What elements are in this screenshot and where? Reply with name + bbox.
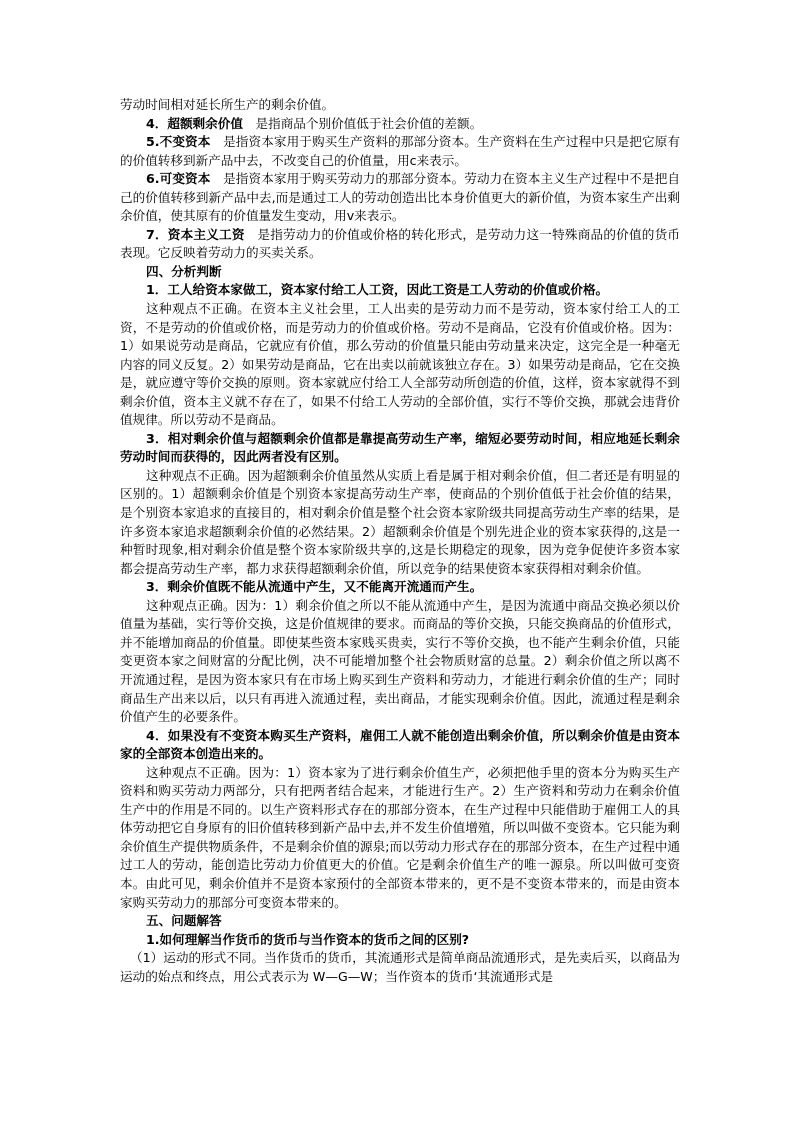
definition-text: 是指劳动力的价值或价格的转化形式，是劳动力这一特殊商品的价值的货币表现。它反映着劳动力的买卖关系。 bbox=[120, 226, 680, 261]
question-4: 4．如果没有不变资本购买生产资料，雇佣工人就不能创造出剩余价值，所以剩余价值是由资本家的全部资本创造出来的。 bbox=[120, 727, 680, 762]
definition-text: 是指资本家用于购买生产资料的那部分资本。生产资料在生产过程中只是把它原有的价值转移到新产品中去，不改变自己的价值量，用c来表示。 bbox=[120, 134, 680, 168]
question-3b: 3．剩余价值既不能从流通中产生，又不能离开流通而产生。 bbox=[146, 579, 483, 595]
definition-term: 6.可变资本 bbox=[146, 171, 211, 187]
document-page bbox=[120, 96, 680, 986]
answer-3a: 这种观点不正确。因为超额剩余价值虽然从实质上看是属于相对剩余价值，但二者还是有明显的区别的。1）超额剩余价值是个别资本家提高劳动生产率，使商品的个别价值低于社会价值的结果，是个别资本家追求的直接目的，相对剩余价值是整个社会资本家阶级共同提高劳动生产率的结果，是许多资本家追求超额剩余价值的必然结果。2）超额剩余价值是个别先进企业的资本家获得的,这是一种暂时现象,相对剩余价值是整个资本家阶级共享的,这是长期稳定的现象，因为竞争促使许多资本家都会提高劳动生产率，都力求获得超额剩余价值，所以竞争的结果使资本家获得相对剩余价值。 bbox=[120, 467, 680, 576]
definition-surplus-value-excess bbox=[120, 115, 680, 134]
definition-capitalist-wage bbox=[120, 226, 680, 263]
section-heading-questions: 五、问题解答 bbox=[146, 913, 222, 929]
question-1: 1．工人给资本家做工，资本家付给工人工资，因此工资是工人劳动的价值或价格。 bbox=[146, 282, 609, 298]
answer-5-1: （1）运动的形式不同。当作货币的货币，其流通形式是简单商品流通形式，是先卖后买，以商品为运动的始点和终点，用公式表示为 W—G—W；当作资本的货币‘其流通形式是 bbox=[120, 950, 680, 984]
question-3a: 3．相对剩余价值与超额剩余价值都是靠提高劳动生产率，缩短必要劳动时间，相应地延长剩余劳动时间而获得的，因此两者没有区别。 bbox=[120, 430, 680, 465]
definition-text: 是指资本家用于购买劳动力的那部分资本。劳动力在资本主义生产过程中不是把自己的价值转移到新产品中去,而是通过工人的劳动创造出比本身价值更大的新价值，为资本家生产出剩余价值，使其原有的价值量发生变动，用v来表示。 bbox=[120, 171, 680, 224]
answer-3b: 这种观点正确。因为：1）剩余价值之所以不能从流通中产生，是因为流通中商品交换必须以价值量为基础，实行等价交换，这是价值规律的要求。而商品的等价交换，只能交换商品的价值形式，并不能增加商品的价值量。即使某些资本家贱买贵卖，实行不等价交换，也不能产生剩余价值，只能变更资本家之间财富的分配比例，决不可能增加整个社会物质财富的总量。2）剩余价值之所以离不开流通过程，是因为资本家只有在市场上购买到生产资料和劳动力，才能进行剩余价值的生产；同时商品生产出来以后，以只有再进入流通过程，卖出商品，才能实现剩余价值。因此，流通过程是剩余价值产生的必要条件。 bbox=[120, 597, 680, 725]
definition-variable-capital bbox=[120, 170, 680, 226]
answer-4: 这种观点不正确。因为：1）资本家为了进行剩余价值生产，必须把他手里的资本分为购买生产资料和购买劳动力两部分，只有把两者结合起来，才能进行生产。2）生产资料和劳动力在剩余价值生产中的作用是不同的。以生产资料形式存在的那部分资本，在生产过程中只能借助于雇佣工人的具体劳动把它自身原有的旧价值转移到新产品中去,并不发生价值增殖，所以叫做不变资本。它只能为剩余价值生产提供物质条件，不是剩余价值的源泉;而以劳动力形式存在的那部分资本，在生产过程中通过工人的劳动，能创造比劳动力价值更大的价值。它是剩余价值生产的唯一源泉。所以叫做可变资本。由此可见，剩余价值并不是资本家预付的全部资本带来的，更不是不变资本带来的，而是由资本家购买劳动力的那部分可变资本带来的。 bbox=[120, 764, 680, 910]
paragraph-continuation: 劳动时间相对延长所生产的剩余价值。 bbox=[120, 97, 335, 112]
definition-term: 5.不变资本 bbox=[146, 134, 211, 150]
question-5-1: 1.如何理解当作货币的货币与当作资本的货币之间的区别? bbox=[146, 931, 470, 947]
answer-1: 这种观点不正确。在资本主义社会里，工人出卖的是劳动力而不是劳动，资本家付给工人的工资，不是劳动的价值或价格，而是劳动力的价值或价格。劳动不是商品，它没有价值或价格。因为：1）如果说劳动是商品，它就应有价值，那么劳动的价值量只能由劳动量来决定，这完全是一种毫无内容的同义反复。2）如果劳动是商品，它在出卖以前就该独立存在。3）如果劳动是商品，它在交换是，就应遵守等价交换的原则。资本家就应付给工人全部劳动所创造的价值，这样，资本家就得不到剩余价值，资本主义就不存在了，如果不付给工人劳动的全部价值，实行不等价交换，那就会违背价值规律。所以劳动不是商品。 bbox=[120, 301, 680, 428]
definition-text: 是指商品个别价值低于社会价值的差额。 bbox=[242, 115, 483, 131]
definition-term: 7．资本主义工资 bbox=[146, 226, 245, 242]
section-heading-analysis: 四、分析判断 bbox=[146, 263, 222, 279]
definition-constant-capital bbox=[120, 133, 680, 170]
definition-term: 4．超额剩余价值 bbox=[146, 115, 243, 131]
